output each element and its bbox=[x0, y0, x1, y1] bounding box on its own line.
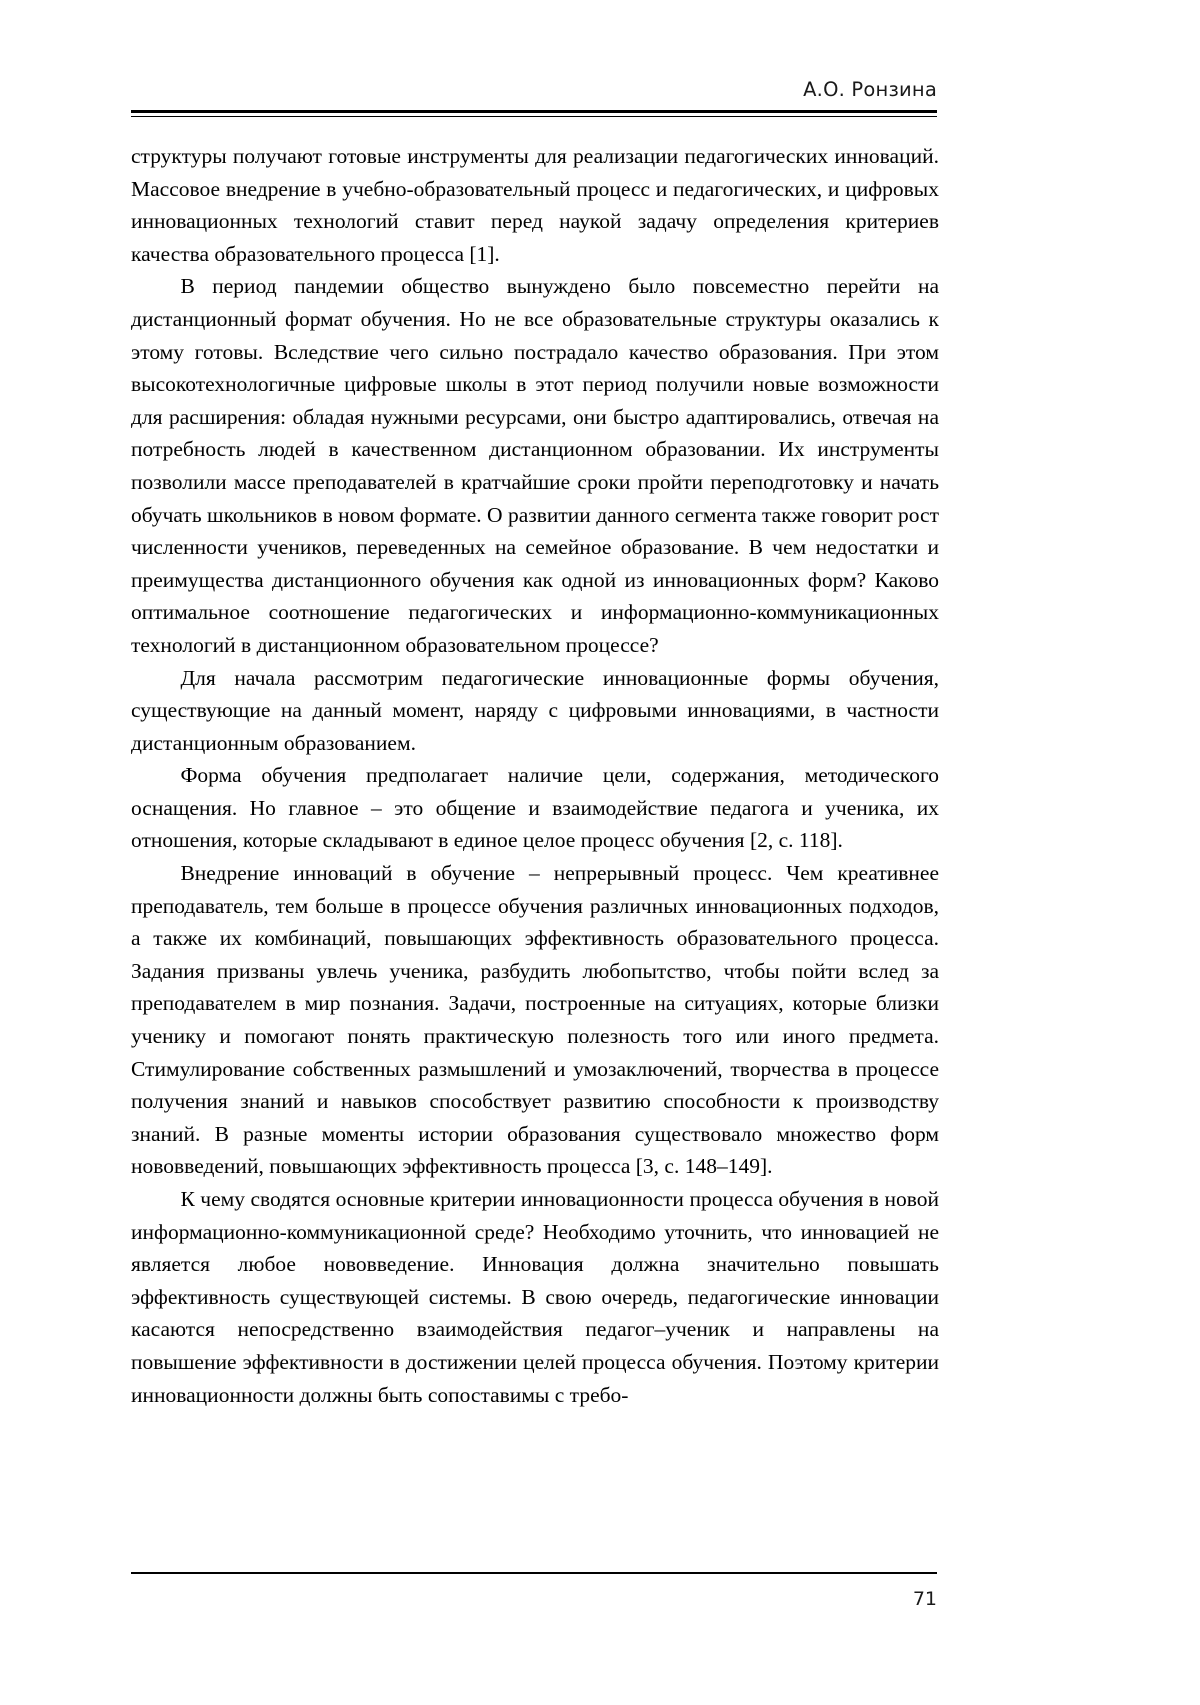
paragraph-2: В период пандемии общество вынуждено было повсеместно перейти на дистанционный формат обучения. Но не все образовательные структуры оказались к этому готовы. Вследствие чего сильно пострадало качество образования. При этом высокотехнологичные цифровые школы в этот период получили новые возможности для расширения: обладая нужными ресурсами, они быстро адаптировались, отвечая на потребность людей в качественном дистанционном образовании. Их инструменты позволили массе преподавателей в кратчайшие сроки пройти переподготовку и начать обучать школьников в новом формате. О развитии данного сегмента также говорит рост численности учеников, переведенных на семейное образование. В чем недостатки и преимущества дистанционного обучения как одной из инновационных форм? Каково оптимальное соотношение педагогических и информационно-коммуникационных технологий в дистанционном образовательном процессе? bbox=[131, 274, 939, 657]
body-text bbox=[131, 140, 939, 1411]
header-rule-thick bbox=[131, 110, 937, 113]
paragraph-4: Форма обучения предполагает наличие цели, содержания, методического оснащения. Но главное – это общение и взаимодействие педагога и ученика, их отношения, которые складывают в единое целое процесс обучения [2, с. 118]. bbox=[131, 763, 939, 853]
footer-rule bbox=[131, 1572, 937, 1574]
running-head-author: А.О. Ронзина bbox=[803, 78, 937, 101]
paragraph-5: Внедрение инноваций в обучение – непрерывный процесс. Чем креативнее преподаватель, тем больше в процессе обучения различных инновационных подходов, а также их комбинаций, повышающих эффективность образовательного процесса. Задания призваны увлечь ученика, разбудить любопытство, чтобы пойти вслед за преподавателем в мир познания. Задачи, построенные на ситуациях, которые близки ученику и помогают понять практическую полезность того или иного предмета. Стимулирование собственных размышлений и умозаключений, творчества в процессе получения знаний и навыков способствует развитию способности к производству знаний. В разные моменты истории образования существовало множество форм нововведений, повышающих эффективность процесса [3, с. 148–149]. bbox=[131, 861, 939, 1179]
paragraph-1: структуры получают готовые инструменты для реализации педагогических инноваций. Массовое внедрение в учебно-образовательный процесс и педагогических, и цифровых инновационных технологий ставит перед наукой задачу определения критериев качества образовательного процесса [1]. bbox=[131, 144, 939, 266]
paragraph-6: К чему сводятся основные критерии инновационности процесса обучения в новой информационно-коммуникационной среде? Необходимо уточнить, что инновацией не является любое нововведение. Инновация должна значительно повышать эффективность существующей системы. В свою очередь, педагогические инновации касаются непосредственно взаимодействия педагог–ученик и направлены на повышение эффективности в достижении целей процесса обучения. Поэтому критерии инновационности должны быть сопоставимы с требо- bbox=[131, 1187, 939, 1407]
header-rule-thin bbox=[131, 116, 937, 117]
page-number: 71 bbox=[912, 1588, 937, 1610]
paragraph-3: Для начала рассмотрим педагогические инновационные формы обучения, существующие на данный момент, наряду с цифровыми инновациями, в частности дистанционным образованием. bbox=[131, 665, 939, 755]
